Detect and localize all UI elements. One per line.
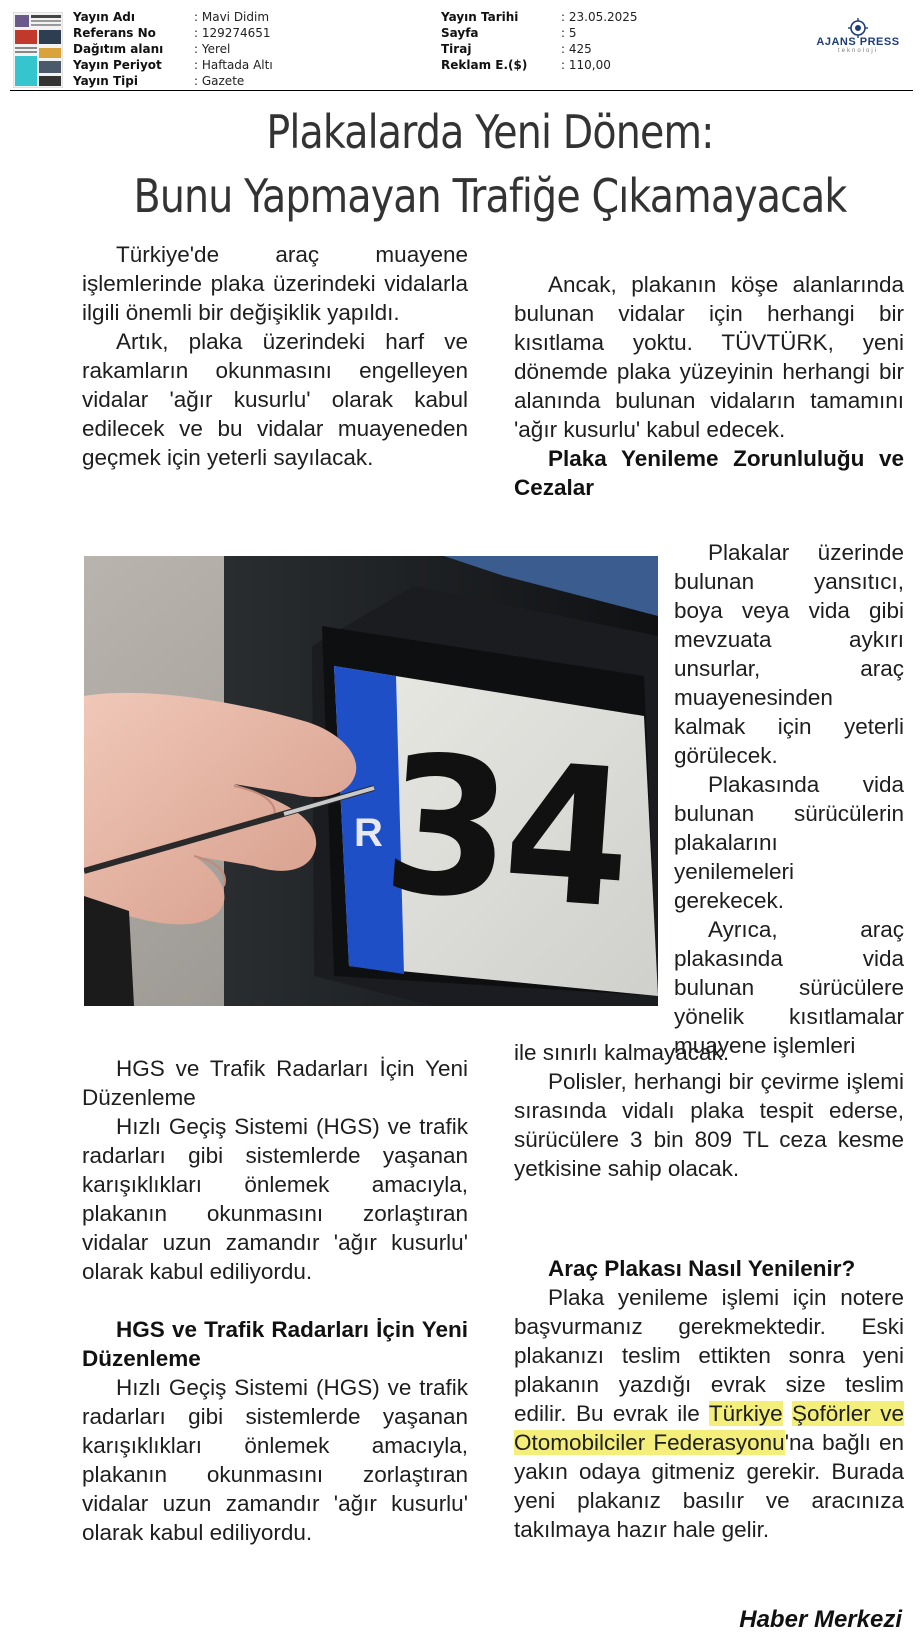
subheading: HGS ve Trafik Radarları İçin Yeni Düzenleme xyxy=(82,1317,468,1371)
byline: Haber Merkezi xyxy=(739,1606,902,1633)
subheading: HGS ve Trafik Radarları İçin Yeni Düzenleme xyxy=(82,1056,468,1110)
ajans-press-logo xyxy=(808,18,908,62)
paragraph: Ancak, plakanın köşe alanlarında bulunan vidalar için herhangi bir kısıtlama yoktu. TÜVTÜRK, yeni dönemde plaka yüzeyinin herhangi bir alanında bulunan vidaların tamamını 'ağır kusurlu' kabul edecek. xyxy=(514,272,904,442)
meta-value: : Mavi Didim xyxy=(194,10,270,24)
meta-label: Yayın Tipi xyxy=(73,74,138,88)
article-headline xyxy=(120,100,860,228)
logo-emblem-icon xyxy=(848,18,868,38)
paragraph: Hızlı Geçiş Sistemi (HGS) ve trafik radarları gibi sistemlerde yaşanan karışıklıkları önlemek amacıyla, plakanın okunmasını zorlaştıran vidalar uzun zamandır 'ağır kusurlu' olarak kabul ediliyordu. xyxy=(82,1375,468,1545)
meta-label: Referans No xyxy=(73,26,156,40)
paragraph xyxy=(514,1283,904,1544)
meta-label: Tiraj xyxy=(441,42,472,56)
paragraph: Hızlı Geçiş Sistemi (HGS) ve trafik radarları gibi sistemlerde yaşanan karışıklıkları önlemek amacıyla, plakanın okunmasını zorlaştıran vidalar uzun zamandır 'ağır kusurlu' olarak kabul ediliyordu. xyxy=(82,1114,468,1284)
meta-value: : 425 xyxy=(561,42,592,56)
meta-row xyxy=(441,57,638,73)
meta-label: Yayın Tarihi xyxy=(441,10,519,24)
paragraph: Ayrıca, araç plakasında vida bulunan sürücülere yönelik kısıtlamalar muayene işlemleri xyxy=(674,917,904,1058)
page-thumbnail xyxy=(13,12,63,88)
column-right-middle xyxy=(514,1038,904,1183)
meta-label: Yayın Periyot xyxy=(73,58,162,72)
meta-value: : 129274651 xyxy=(194,26,271,40)
meta-row xyxy=(73,57,273,73)
column-right-top xyxy=(514,270,904,502)
meta-label: Reklam E.($) xyxy=(441,58,528,72)
logo-name: AJANS PRESS xyxy=(816,36,900,48)
column-right-bottom xyxy=(514,1254,904,1544)
meta-value: : Yerel xyxy=(194,42,231,56)
meta-row xyxy=(441,25,638,41)
subheading: Araç Plakası Nasıl Yenilenir? xyxy=(548,1256,856,1281)
plate-country-code: R xyxy=(354,811,383,855)
license-plate-photo xyxy=(84,556,658,1006)
meta-label: Dağıtım alanı xyxy=(73,42,164,56)
column-right-wrap xyxy=(674,538,904,1060)
meta-row xyxy=(441,41,638,57)
meta-label: Sayfa xyxy=(441,26,479,40)
meta-row xyxy=(73,9,273,25)
column-left-top xyxy=(82,240,468,472)
meta-row xyxy=(73,25,273,41)
column-left-bottom xyxy=(82,1054,468,1547)
meta-value: : 110,00 xyxy=(561,58,611,72)
header-divider xyxy=(10,90,913,91)
paragraph: Türkiye'de araç muayene işlemlerinde plaka üzerindeki vidalarla ilgili önemli bir değişiklik yapıldı. xyxy=(82,242,468,325)
meta-right xyxy=(441,9,638,73)
paragraph-text: 'na bağlı en yakın odaya gitmeniz gerekir. Burada yeni plakanız basılır ve aracınıza takılmaya hazır hale gelir. xyxy=(514,1430,904,1542)
meta-value: : 5 xyxy=(561,26,577,40)
paragraph: Polisler, herhangi bir çevirme işlemi sırasında vidalı plaka tespit ederse, sürücülere 3 bin 809 TL ceza kesme yetkisine sahip olacak. xyxy=(514,1069,904,1181)
meta-label: Yayın Adı xyxy=(73,10,135,24)
highlighted-text: Türkiye xyxy=(708,1401,783,1426)
meta-left xyxy=(73,9,273,89)
meta-row xyxy=(73,41,273,57)
highlighted-text: Şoförler ve Otomobilciler Federasyonu xyxy=(514,1401,904,1455)
paragraph: Plakasında vida bulunan sürücülerin plakalarını yenilemeleri gerekecek. xyxy=(674,772,904,913)
meta-value: : Haftada Altı xyxy=(194,58,273,72)
paragraph: ile sınırlı kalmayacak. xyxy=(514,1040,730,1065)
headline-line: Plakalarda Yeni Dönem: xyxy=(266,105,714,159)
meta-row xyxy=(73,73,273,89)
headline-line: Bunu Yapmayan Trafiğe Çıkamayacak xyxy=(133,169,847,223)
meta-value: : 23.05.2025 xyxy=(561,10,638,24)
plate-number: 34 xyxy=(377,713,633,951)
meta-row xyxy=(441,9,638,25)
paragraph: Plakalar üzerinde bulunan yansıtıcı, boya veya vida gibi mevzuata aykırı unsurlar, araç muayenesinden kalmak için yeterli görülecek. xyxy=(674,540,904,768)
paragraph: Artık, plaka üzerindeki harf ve rakamların okunmasını engelleyen vidalar 'ağır kusurlu' olarak kabul edilecek ve bu vidalar muayeneden geçmek için yeterli sayılacak. xyxy=(82,329,468,470)
paragraph-text xyxy=(783,1401,792,1426)
meta-value: : Gazete xyxy=(194,74,245,88)
logo-subtitle: teknoloji xyxy=(837,48,878,54)
subheading: Plaka Yenileme Zorunluluğu ve Cezalar xyxy=(514,446,904,500)
paragraph-text: Plaka yenileme işlemi için notere başvurmanız gerekmektedir. Eski plakanızı teslim ettikten sonra yeni plakanın yazdığı evrak size teslim edilir. Bu evrak ile xyxy=(514,1285,904,1426)
